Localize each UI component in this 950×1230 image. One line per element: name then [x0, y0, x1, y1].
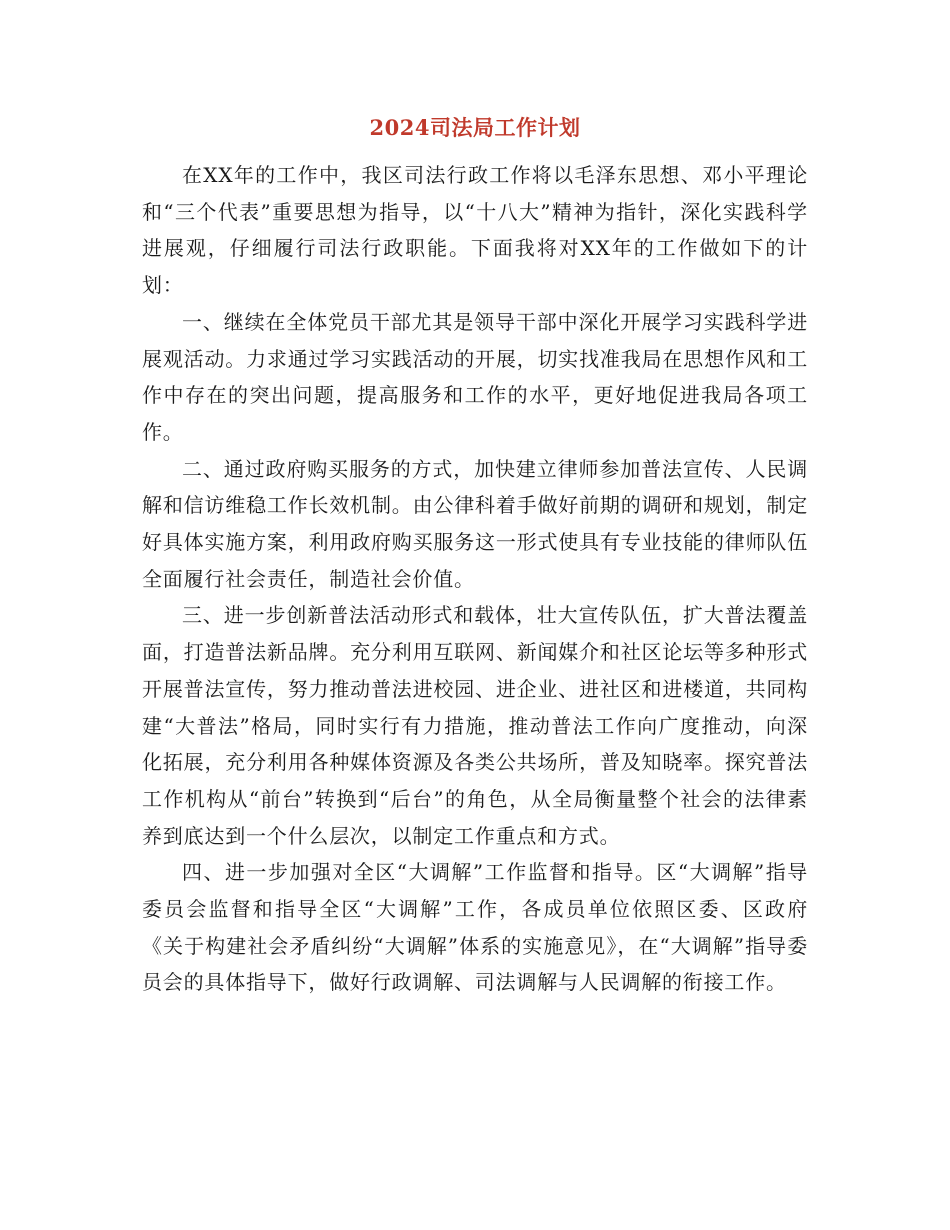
item-two-paragraph: 二、通过政府购买服务的方式，加快建立律师参加普法宣传、人民调解和信访维稳工作长效机制。由公律科着手做好前期的调研和规划，制定好具体实施方案，利用政府购买服务这一形式使具有专业技能的律师队伍全面履行社会责任，制造社会价值。 — [142, 456, 808, 591]
item-four-paragraph: 四、进一步加强对全区“大调解”工作监督和指导。区“大调解”指导委员会监督和指导全区“大调解”工作，各成员单位依照区委、区政府《关于构建社会矛盾纠纷“大调解”体系的实施意见》，在“大调解”指导委员会的具体指导下，做好行政调解、司法调解与人民调解的衔接工作。 — [142, 860, 808, 995]
item-one-paragraph: 一、继续在全体党员干部尤其是领导干部中深化开展学习实践科学进展观活动。力求通过学习实践活动的开展，切实找准我局在思想作风和工作中存在的突出问题，提高服务和工作的水平，更好地促进我局各项工作。 — [142, 309, 808, 444]
item-three-paragraph: 三、进一步创新普法活动形式和载体，壮大宣传队伍，扩大普法覆盖面，打造普法新品牌。充分利用互联网、新闻媒介和社区论坛等多种形式开展普法宣传，努力推动普法进校园、进企业、进社区和进楼道，共同构建“大普法”格局，同时实行有力措施，推动普法工作向广度推动，向深化拓展，充分利用各种媒体资源及各类公共场所，普及知晓率。探究普法工作机构从“前台”转换到“后台”的角色，从全局衡量整个社会的法律素养到底达到一个什么层次，以制定工作重点和方式。 — [142, 603, 808, 848]
intro-paragraph: 在XX年的工作中，我区司法行政工作将以毛泽东思想、邓小平理论和“三个代表”重要思想为指导，以“十八大”精神为指针，深化实践科学进展观，仔细履行司法行政职能。下面我将对XX年的工作做如下的计划： — [142, 163, 808, 298]
document-title: 2024司法局工作计划 — [369, 115, 581, 140]
document-body — [142, 157, 808, 1001]
